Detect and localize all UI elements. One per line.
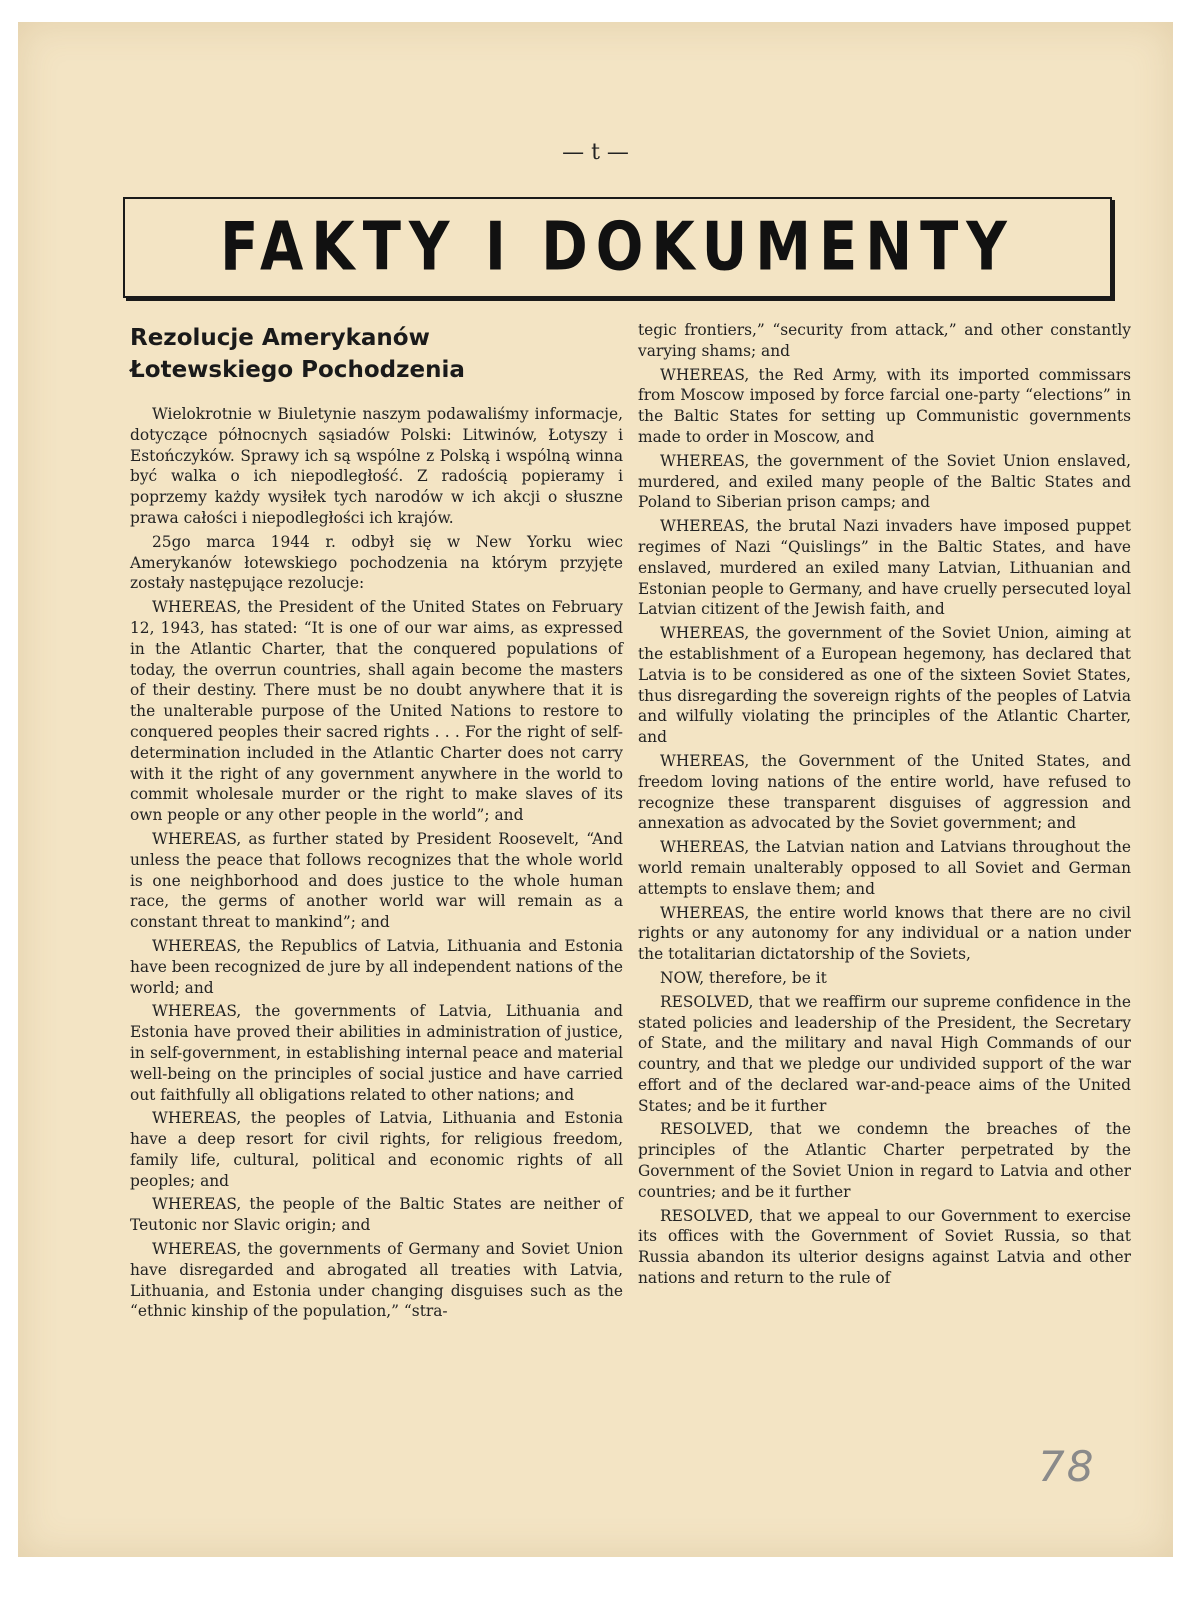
paragraph: WHEREAS, the Government of the United States, and freedom loving nations of the entire world, have refused to recognize these transparent disguises of aggression and annexation as advocated by the Soviet government; and <box>638 751 1131 833</box>
paragraph: WHEREAS, the governments of Germany and Soviet Union have disregarded and abrogated all treaties with Latvia, Lithuania, and Estonia under changing disguises such as the “ethnic kinship of the population,” “stra- <box>130 1240 623 1321</box>
paragraph: WHEREAS, the Red Army, with its imported commissars from Moscow imposed by force farcial one-party “elections” in the Baltic States for setting up Communistic governments made to order in Moscow, and <box>638 365 1131 446</box>
paragraph: RESOLVED, that we appeal to our Government to exercise its offices with the Government of Soviet Russia, so that Russia abandon its ulterior designs against Latvia and other nations and return to the rule of <box>638 1206 1131 1288</box>
paragraph-continuation: tegic frontiers,” “security from attack,” and other constantly varying shams; and <box>638 321 1131 360</box>
paragraph: WHEREAS, the Latvian nation and Latvians throughout the world remain unalterably opposed to all Soviet and German attempts to enslave them; and <box>638 838 1131 898</box>
article-title-line-1: Rezolucje Amerykanów <box>130 325 430 351</box>
paragraph: WHEREAS, the brutal Nazi invaders have imposed puppet regimes of Nazi “Quislings” in the Baltic States, and have enslaved, murdered an exiled many Latvian, Lithuanian and Estonian people to Germany, and have cruelly persecuted loyal Latvian citizent of the Jewish faith, and <box>638 517 1131 619</box>
paragraph: WHEREAS, the President of the United States on February 12, 1943, has stated: “It is one of our war aims, as expressed in the Atlantic Charter, that the conquered populations of today, the overrun countries, shall again become the masters of their destiny. There must be no doubt anywhere that it is the unalterable purpose of the United Nations to restore to conquered peoples their sacred rights . . . For the right of self-determination included in the Atlantic Charter does not carry with it the right of any government anywhere in the world to commit wholesale murder or the right to make slaves of its own people or any other people in the world”; and <box>130 598 623 825</box>
paragraph: WHEREAS, the peoples of Latvia, Lithuania and Estonia have a deep resort for civil rights, for religious freedom, family life, cultural, political and economic rights of all peoples; and <box>130 1109 623 1190</box>
paragraph: WHEREAS, the governments of Latvia, Lithuania and Estonia have proved their abilities in administration of justice, in self-government, in establishing internal peace and material well-being on the principles of social justice and have carried out faithfully all obligations related to other nations; and <box>130 1002 623 1104</box>
paragraph: WHEREAS, the government of the Soviet Union enslaved, murdered, and exiled many people of the Baltic States and Poland to Siberian prison camps; and <box>638 451 1131 512</box>
right-column <box>638 320 1131 1292</box>
handwritten-page-number: 78 <box>1038 1442 1096 1491</box>
page-number-marker: — t — <box>562 140 629 165</box>
paragraph: NOW, therefore, be it <box>660 968 827 987</box>
document-page <box>18 22 1173 1557</box>
masthead-box <box>123 197 1112 298</box>
masthead-title: FAKTY I DOKUMENTY <box>220 208 1015 287</box>
paragraph: WHEREAS, the Republics of Latvia, Lithuania and Estonia have been recognized de jure by all independent nations of the world; and <box>130 936 623 997</box>
article-title-line-2: Łotewskiego Pochodzenia <box>130 357 465 383</box>
paragraph: WHEREAS, as further stated by President Roosevelt, “And unless the peace that follows recognizes that the whole world is one neighborhood and does justice to the whole human race, the germs of another world war will remain as a constant threat to mankind”; and <box>130 829 623 932</box>
paragraph: WHEREAS, the entire world knows that there are no civil rights or any autonomy for any individual or a nation under the totalitarian dictatorship of the Soviets, <box>638 903 1131 964</box>
paragraph: RESOLVED, that we reaffirm our supreme confidence in the stated policies and leadership of the President, the Secretary of State, and the military and naval High Commands of our country, and that we pledge our undivided support of the war effort and of the declared war-and-peace aims of the United States; and be it further <box>638 992 1131 1115</box>
left-column <box>130 318 623 1325</box>
paragraph: 25go marca 1944 r. odbył się w New Yorku wiec Amerykanów łotewskiego pochodzenia na którym przyjęte zostały następujące rezolucje: <box>130 532 623 593</box>
paragraph: Wielokrotnie w Biuletynie naszym podawaliśmy informacje, dotyczące północnych sąsiadów Polski: Litwinów, Łotyszy i Estończyków. Sprawy ich są wspólne z Polską i wspólną winna być walka o ich niepodległość. Z radością popieramy i poprzemy każdy wysiłek tych narodów w ich akcji o słuszne prawa całości i niepodległości ich krajów. <box>130 405 623 527</box>
paragraph: WHEREAS, the government of the Soviet Union, aiming at the establishment of a European hegemony, has declared that Latvia is to be considered as one of the sixteen Soviet States, thus disregarding the sovereign rights of the peoples of Latvia and wilfully violating the principles of the Atlantic Charter, and <box>638 624 1131 747</box>
article-title <box>130 322 623 386</box>
paragraph: RESOLVED, that we condemn the breaches of the principles of the Atlantic Charter perpetrated by the Government of the Soviet Union in regard to Latvia and other countries; and be it further <box>638 1120 1131 1201</box>
paragraph: WHEREAS, the people of the Baltic States are neither of Teutonic nor Slavic origin; and <box>130 1195 623 1235</box>
